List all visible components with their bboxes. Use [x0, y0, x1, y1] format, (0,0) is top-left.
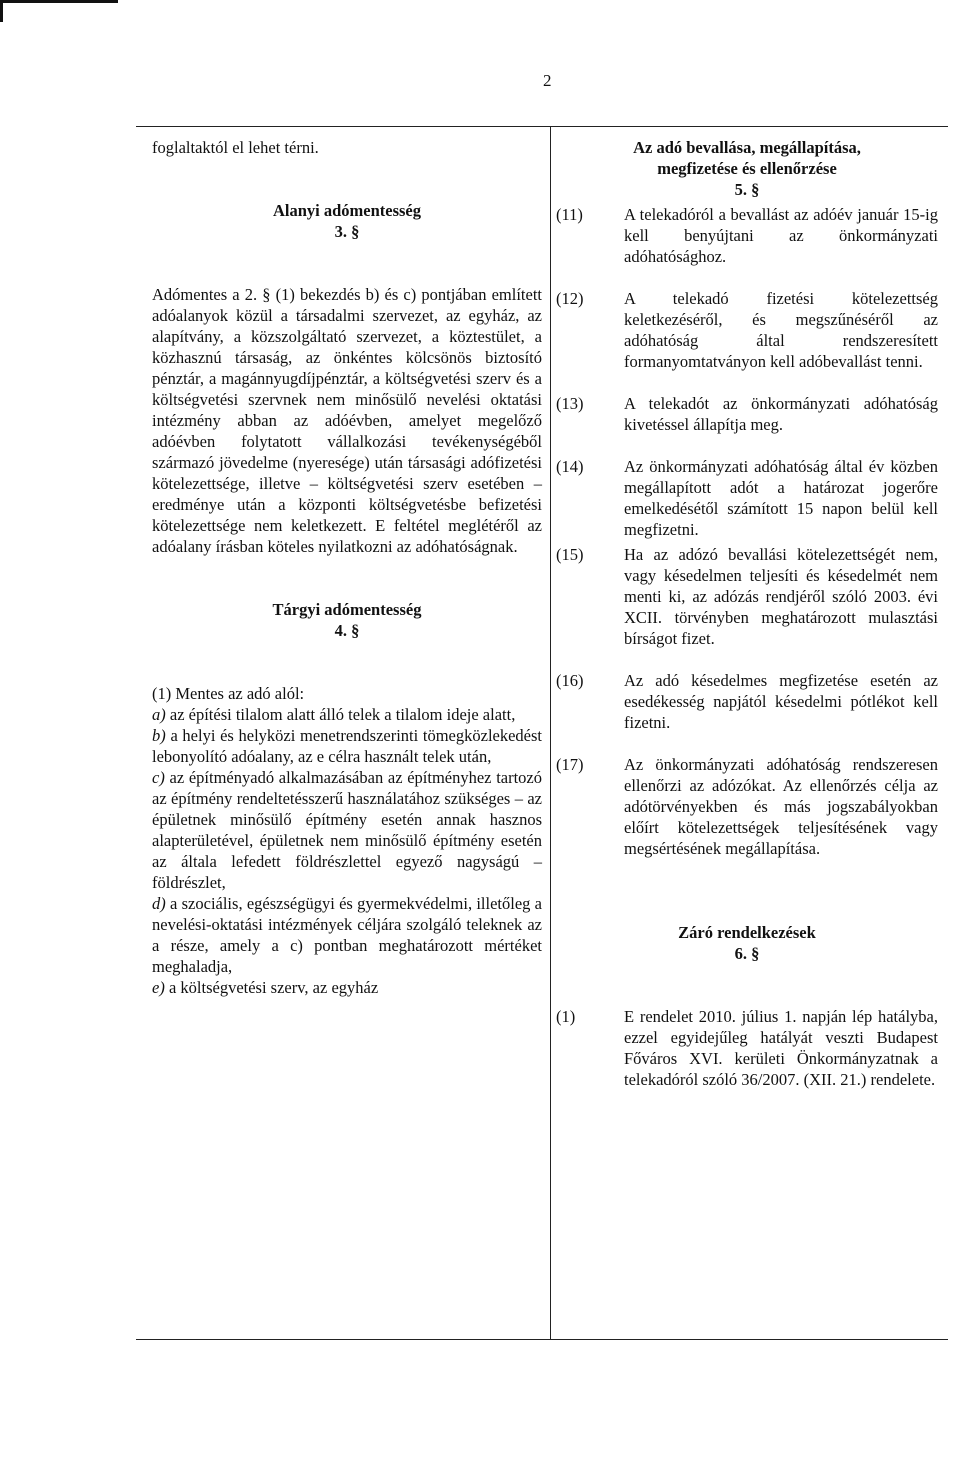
section-3-number: 3. § — [334, 222, 360, 241]
intro-text: foglaltaktól el lehet térni. — [152, 138, 319, 157]
paragraph-16-text: Az adó késedelmes megfizetése esetén az esedékesség napjától késedelmi pótlékot kell fizetni. — [624, 671, 938, 732]
point-e-marker: e) — [152, 978, 165, 997]
point-a-marker: a) — [152, 705, 166, 724]
paragraph-12-number: (12) — [556, 289, 584, 308]
paragraph-14 — [556, 456, 938, 540]
section-6-paragraph-1 — [556, 1006, 938, 1090]
paragraph-14-text: Az önkormányzati adóhatóság által év közben megállapított adót a határozat jogerőre emelkedésétől számított 15 napon belül kell megfizetni. — [624, 457, 938, 539]
section-6-title: Záró rendelkezések — [678, 923, 816, 942]
paragraph-13-text: A telekadót az önkormányzati adóhatóság kivetéssel állapítja meg. — [624, 394, 938, 434]
scan-corner-mark-horizontal — [0, 0, 118, 3]
section-6-number: 6. § — [734, 944, 760, 963]
paragraph-11-text: A telekadóról a bevallást az adóév január 15-ig kell benyújtani az önkormányzati adóhatósághoz. — [624, 205, 938, 266]
paragraph-16-number: (16) — [556, 671, 584, 690]
point-b-text: a helyi és helyközi menetrendszerinti tömegközlekedést lebonyolító adóalany, az e célra használt telek után, — [152, 726, 543, 766]
section-5-title-line-1: Az adó bevallása, megállapítása, — [633, 138, 861, 157]
point-e-text: a költségvetési szerv, az egyház — [168, 978, 379, 997]
paragraph-15-number: (15) — [556, 545, 584, 564]
section-4-point-b — [152, 725, 542, 767]
section-6-paragraph-1-text: E rendelet 2010. július 1. napján lép hatályba, ezzel egyidejűleg hatályát veszti Budapest Főváros XVI. kerületi Önkormányzatnak a telekadóról szóló 36/2007. (XII. 21.) rendelete. — [624, 1007, 938, 1089]
point-d-text: a szociális, egészségügyi és gyermekvédelmi, illetőleg a nevelési-oktatási intézmények céljára szolgáló teleknek az a része, amely a c) pontban meghatározott mértéket meghaladja, — [152, 894, 543, 976]
section-6-paragraph-1-number: (1) — [556, 1007, 576, 1026]
section-4-point-d — [152, 893, 542, 977]
paragraph-16 — [556, 670, 938, 733]
paragraph-17-number: (17) — [556, 755, 584, 774]
point-d-marker: d) — [152, 894, 166, 913]
section-5-title-line-2: megfizetése és ellenőrzése — [657, 159, 837, 178]
paragraph-11 — [556, 204, 938, 267]
column-divider — [550, 127, 551, 1339]
point-c-text: az építményadó alkalmazásában az építményhez tartozó az építmény rendeltetésszerű használatához szükséges – az épületnek minősülő építmény esetén annak hasznos alapterületével, épületnek nem minősülő építmény esetén az általa lefedett földrészlettel egyező nagyságú – földrészlet, — [152, 768, 543, 892]
page-number: 2 — [543, 71, 552, 90]
paragraph-13 — [556, 393, 938, 435]
two-column-table — [136, 126, 948, 1340]
section-3-title: Alanyi adómentesség — [272, 201, 422, 220]
section-4-point-e — [152, 977, 542, 998]
scan-corner-mark-vertical — [0, 0, 3, 22]
section-4-number: 4. § — [334, 621, 360, 640]
paragraph-17-text: Az önkormányzati adóhatóság rendszeresen ellenőrzi az adózókat. Az ellenőrzés célja az adótörvényekben és más jogszabályokban előírt kötelezettségek teljesítésének vagy megsértésének megállapítása. — [624, 755, 938, 858]
section-4-point-c — [152, 767, 542, 893]
paragraph-12-text: A telekadó fizetési kötelezettség keletkezéséről, és megszűnéséről az adóhatóság által rendszeresített formanyomtatványon kell adóbevallást tenni. — [624, 289, 938, 371]
section-4-paragraph-1: (1) Mentes az adó alól: — [152, 684, 305, 703]
point-b-marker: b) — [152, 726, 166, 745]
section-4-title: Tárgyi adómentesség — [272, 600, 422, 619]
point-c-marker: c) — [152, 768, 165, 787]
paragraph-14-number: (14) — [556, 457, 584, 476]
point-a-text: az építési tilalom alatt álló telek a tilalom ideje alatt, — [169, 705, 516, 724]
paragraph-15 — [556, 544, 938, 649]
section-3-text: Adómentes a 2. § (1) bekezdés b) és c) pontjában említett adóalanyok közül a társadalmi szervezet, az egyház, az alapítvány, a közszolgáltató szervezet, a köztestület, a közhasznú társaság, az önkéntes kölcsönös biztosító pénztár, a magánnyugdíjpénztár, a költségvetési szerv és a költségvetési szervnek nem minősülő nevelési oktatási intézmény abban az adóévben, amelyet megelőző adóévben folytatott vállalkozási tevékenységéből származó jövedelme (nyeresége) után társasági adófizetési kötelezettsége, illetve – költségvetési szerv esetében – eredménye után a központi költségvetésbe befizetési kötelezettsége nem keletkezett. E feltétel meglétéről az adóalany írásban köteles nyilatkozni az adóhatóságnak. — [152, 285, 542, 556]
paragraph-13-number: (13) — [556, 394, 584, 413]
left-column — [152, 137, 542, 998]
section-4-point-a — [152, 704, 542, 725]
paragraph-12 — [556, 288, 938, 372]
paragraph-15-text: Ha az adózó bevallási kötelezettségét nem, vagy késedelmen teljesíti és késedelmét nem menti ki, az adózás rendjéről szóló 2003. évi XCII. törvényben meghatározott mulasztási bírságot fizet. — [624, 545, 938, 648]
paragraph-17 — [556, 754, 938, 859]
right-column — [556, 137, 938, 1090]
section-5-number: 5. § — [734, 180, 760, 199]
paragraph-11-number: (11) — [556, 205, 583, 224]
